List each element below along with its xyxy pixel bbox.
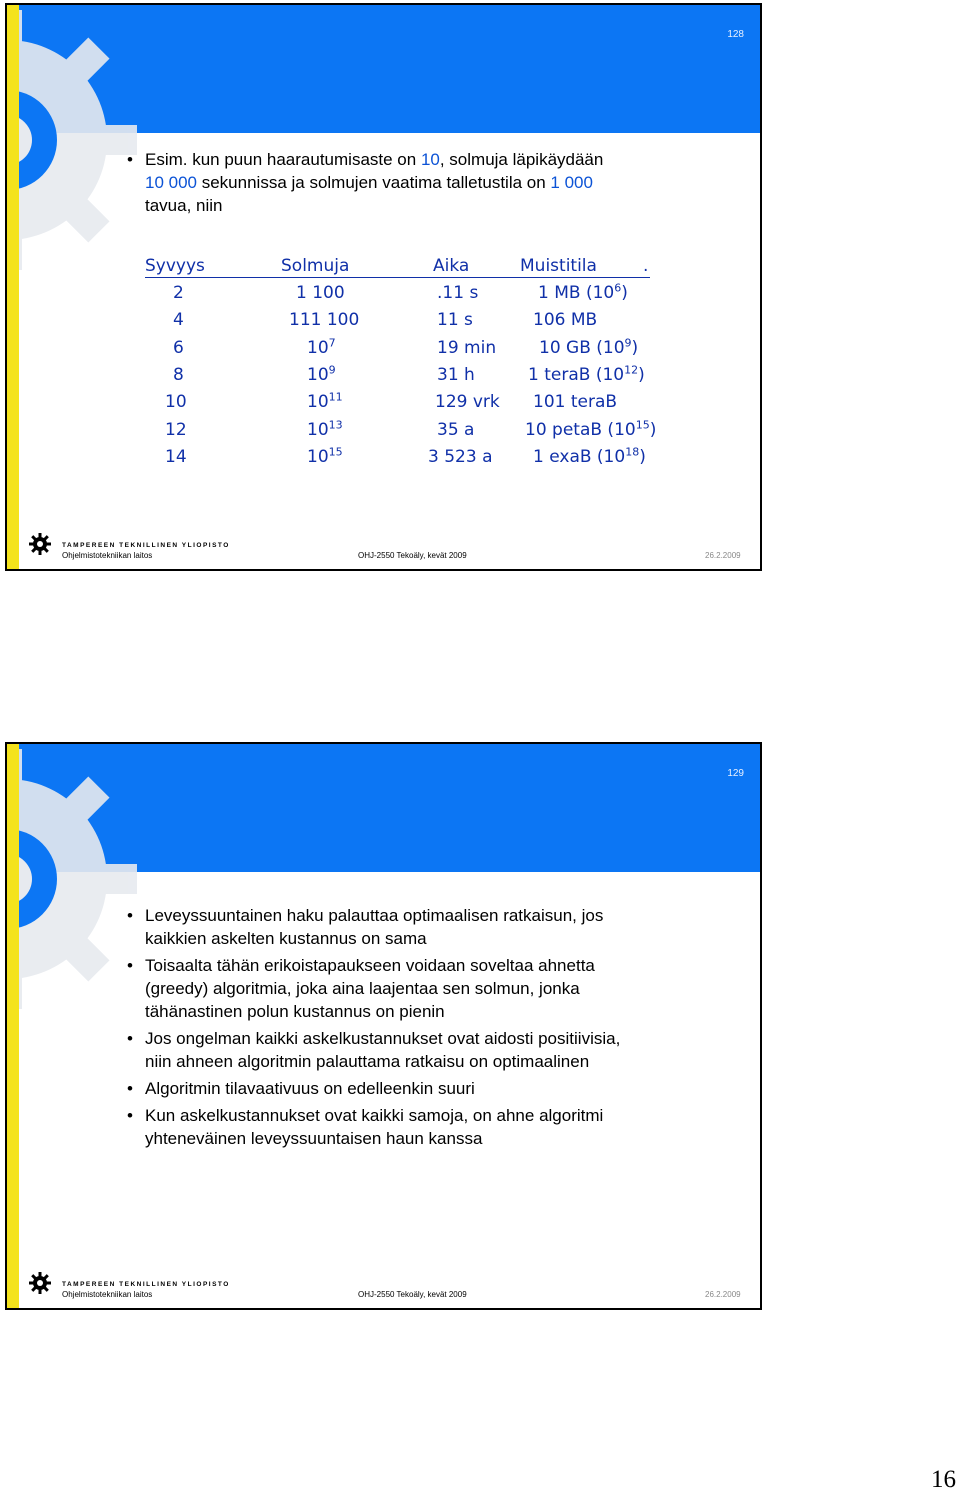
bullet-text: Esim. kun puun haarautumisaste on <box>145 150 421 169</box>
header-underline <box>145 277 650 278</box>
bullet-line: tähänastinen polun kustannus on pienin <box>145 1002 445 1021</box>
cell-depth: 10 <box>165 392 187 413</box>
header-depth: Syvyys <box>145 256 205 276</box>
bullet-text: , solmuja läpikäydään <box>439 150 604 169</box>
bullet-line: Toisaalta tähän erikoistapaukseen voidaan soveltaa ahnetta <box>145 956 595 975</box>
header-time: Aika <box>433 256 470 276</box>
cell-time: 11 s <box>437 310 473 331</box>
accent-bar <box>7 5 19 569</box>
slide-128 <box>5 3 762 571</box>
cell-memory: 1 teraB $(10^{12})$ <box>528 363 645 385</box>
department-name: Ohjelmistotekniikan laitos <box>62 551 153 560</box>
cell-memory: 10 petaB $(10^{15})$ <box>525 417 657 440</box>
bullet-item <box>127 148 603 217</box>
cell-memory: 106 MB <box>533 310 598 331</box>
header-period: . <box>643 256 649 276</box>
highlight-value: 10 <box>420 150 440 169</box>
gear-logo-watermark-icon <box>5 3 157 290</box>
bullet-line: Algoritmin tilavaativuus on edelleenkin suuri <box>145 1079 475 1098</box>
cell-nodes: $10^9$ <box>307 363 336 385</box>
cell-depth: 6 <box>173 337 184 358</box>
page-number: 16 <box>931 1466 956 1493</box>
bullet-line: Leveyssuuntainen haku palauttaa optimaalisen ratkaisun, jos <box>145 906 604 925</box>
course-name: OHJ-2550 Tekoäly, kevät 2009 <box>358 1290 467 1299</box>
bullet-text: tavua, niin <box>145 196 223 215</box>
slide-number: 129 <box>727 768 744 779</box>
bullet-line: (greedy) algoritmia, joka aina laajentaa sen solmun, jonka <box>145 979 580 998</box>
cell-time: 35 a <box>437 419 475 440</box>
slide-date: 26.2.2009 <box>705 1290 741 1299</box>
slide-128-bullets <box>127 148 603 221</box>
cell-nodes: $10^{11}$ <box>307 390 343 413</box>
bullet-item <box>127 1077 620 1100</box>
cell-nodes: $10^7$ <box>307 335 336 358</box>
accent-bar <box>7 744 19 1308</box>
bullet-line: yhteneväinen leveyssuuntaisen haun kanssa <box>145 1129 483 1148</box>
cell-memory: 101 teraB <box>533 392 618 413</box>
university-logo-icon <box>29 533 51 555</box>
cell-nodes: $10^{15}$ <box>307 445 343 467</box>
course-name: OHJ-2550 Tekoäly, kevät 2009 <box>358 551 467 560</box>
university-name: TAMPEREEN TEKNILLINEN YLIOPISTO <box>62 542 230 549</box>
bullet-line: Kun askelkustannukset ovat kaikki samoja, on ahne algoritmi <box>145 1106 604 1125</box>
cell-depth: 4 <box>173 310 184 331</box>
slide-129-bullets <box>127 904 620 1154</box>
header-nodes: Solmuja <box>281 256 350 276</box>
cell-time: 129 vrk <box>435 392 500 413</box>
cell-depth: 2 <box>173 283 184 303</box>
bullet-item <box>127 1104 620 1150</box>
cell-nodes: 111 100 <box>289 310 360 331</box>
bullet-item <box>127 904 620 950</box>
cell-time: .11 s <box>437 283 479 303</box>
highlight-value: 1 000 <box>550 173 593 192</box>
cell-time: 3 523 a <box>428 446 493 467</box>
slide-number: 128 <box>727 29 744 40</box>
university-logo-icon <box>29 1272 51 1294</box>
cell-depth: 12 <box>165 419 187 440</box>
department-name: Ohjelmistotekniikan laitos <box>62 1290 153 1299</box>
bullet-line: Jos ongelman kaikki askelkustannukset ovat aidosti positiivisia, <box>145 1029 621 1048</box>
header-memory: Muistitila <box>520 256 597 276</box>
cell-nodes: $10^{13}$ <box>307 417 343 440</box>
cell-depth: 8 <box>173 364 184 385</box>
highlight-value: 10 000 <box>145 173 197 192</box>
slide-129 <box>5 742 762 1310</box>
bullet-line: kaikkien askelten kustannus on sama <box>145 929 427 948</box>
slide-date: 26.2.2009 <box>705 551 741 560</box>
cell-time: 31 h <box>437 364 475 385</box>
cell-memory: 1 exaB $(10^{18})$ <box>533 445 646 467</box>
university-name: TAMPEREEN TEKNILLINEN YLIOPISTO <box>62 1281 230 1288</box>
bullet-item <box>127 1027 620 1073</box>
bullet-item <box>127 954 620 1023</box>
cell-time: 19 min <box>437 337 497 358</box>
cell-depth: 14 <box>165 446 187 467</box>
cell-nodes: 1 100 <box>296 283 345 303</box>
cell-memory: 1 MB $(10^6)$ <box>538 281 628 303</box>
bullet-text: sekunnissa ja solmujen vaatima talletustila on <box>197 173 551 192</box>
bullet-line: niin ahneen algoritmin palauttama ratkaisu on optimaalinen <box>145 1052 590 1071</box>
cell-memory: 10 GB $(10^9)$ <box>539 335 639 358</box>
